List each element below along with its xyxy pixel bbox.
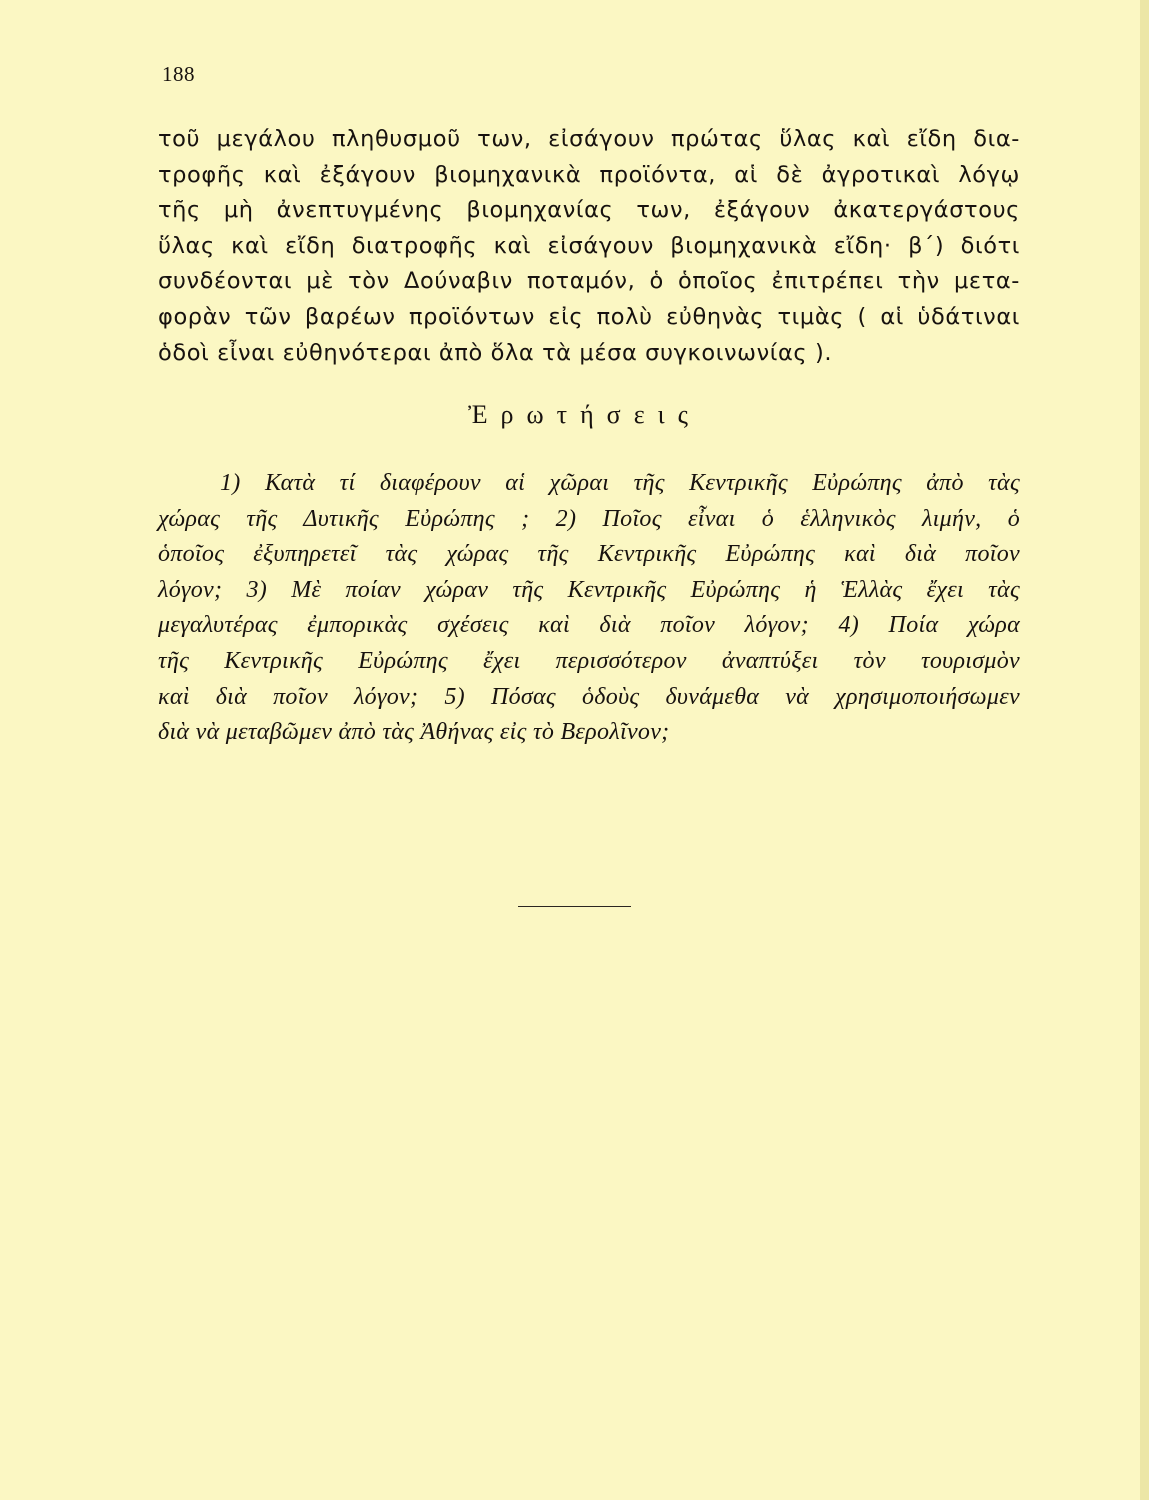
body-paragraph bbox=[158, 122, 1020, 371]
section-divider bbox=[518, 906, 631, 907]
question-line: ὁποῖος ἐξυπηρετεῖ τὰς χώρας τῆς Κεντρικῆς Εὐρώπης καὶ διὰ ποῖον bbox=[158, 541, 1020, 568]
paragraph-line: τροφῆς καὶ ἐξάγουν βιομηχανικὰ προϊόντα, αἱ δὲ ἀγροτικαὶ λόγῳ bbox=[158, 161, 1020, 188]
paragraph-line: τῆς μὴ ἀνεπτυγμένης βιομηχανίας των, ἐξάγουν ἀκατεργάστους bbox=[158, 197, 1020, 224]
page-edge-shadow bbox=[1140, 0, 1149, 1500]
paragraph-line: ὁδοὶ εἶναι εὐθηνότεραι ἀπὸ ὅλα τὰ μέσα συγκοινωνίας ). bbox=[158, 339, 833, 366]
question-line: 1) Κατὰ τί διαφέρουν αἱ χῶραι τῆς Κεντρικῆς Εὐρώπης ἀπὸ τὰς bbox=[220, 470, 1020, 496]
question-line: διὰ νὰ μεταβῶμεν ἀπὸ τὰς Ἀθήνας εἰς τὸ Βερολῖνον; bbox=[158, 719, 670, 746]
paragraph-line: φορὰν τῶν βαρέων προϊόντων εἰς πολὺ εὐθηνὰς τιμὰς ( αἱ ὑδάτιναι bbox=[158, 303, 1020, 330]
question-line: χώρας τῆς Δυτικῆς Εὐρώπης ; 2) Ποῖος εἶναι ὁ ἑλληνικὸς λιμήν, ὁ bbox=[158, 505, 1020, 532]
section-heading: Ἐρωτήσεις bbox=[468, 400, 701, 429]
paragraph-line: συνδέονται μὲ τὸν Δούναβιν ποταμόν, ὁ ὁποῖος ἐπιτρέπει τὴν μετα- bbox=[158, 268, 1020, 295]
paragraph-line: ὕλας καὶ εἴδη διατροφῆς καὶ εἰσάγουν βιομηχανικὰ εἴδη· β΄) διότι bbox=[158, 232, 1020, 259]
paragraph-line: τοῦ μεγάλου πληθυσμοῦ των, εἰσάγουν πρώτας ὕλας καὶ εἴδη δια- bbox=[158, 126, 1020, 152]
question-line: λόγον; 3) Μὲ ποίαν χώραν τῆς Κεντρικῆς Εὐρώπης ἡ Ἑλλὰς ἔχει τὰς bbox=[158, 576, 1020, 603]
question-line: μεγαλυτέρας ἐμπορικὰς σχέσεις καὶ διὰ ποῖον λόγον; 4) Ποία χώρα bbox=[158, 612, 1020, 639]
question-line: καὶ διὰ ποῖον λόγον; 5) Πόσας ὁδοὺς δυνάμεθα νὰ χρησιμοποιήσωμεν bbox=[158, 683, 1020, 710]
questions-block bbox=[158, 466, 1020, 751]
question-line: τῆς Κεντρικῆς Εὐρώπης ἔχει περισσότερον ἀναπτύξει τὸν τουρισμὸν bbox=[158, 647, 1020, 674]
page-number: 188 bbox=[162, 62, 195, 86]
